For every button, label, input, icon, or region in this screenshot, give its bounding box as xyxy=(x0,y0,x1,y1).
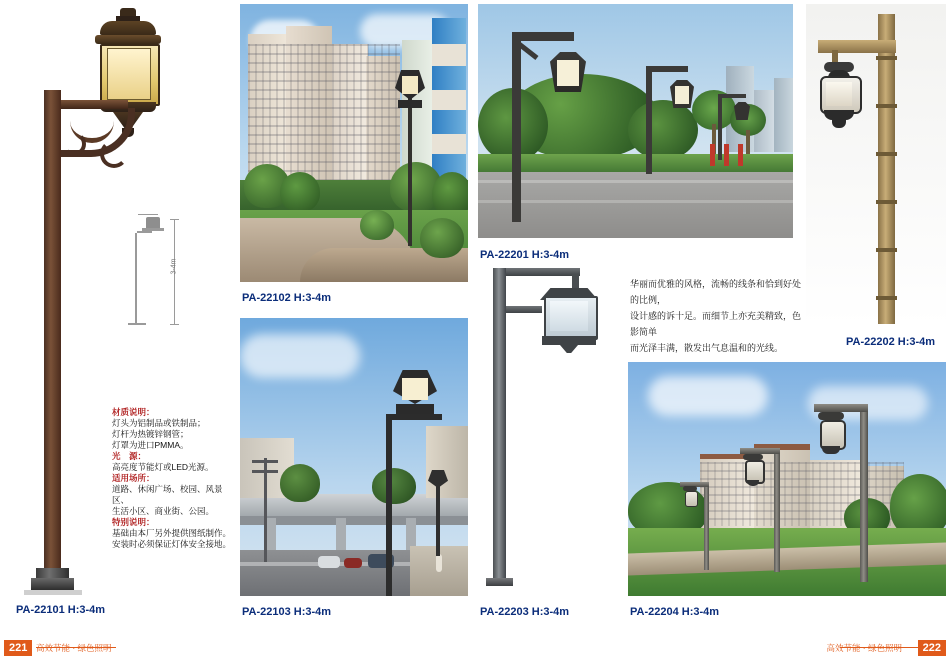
caption-22101: PA-22101 H:3-4m xyxy=(16,604,106,616)
spec-material-title: 材质说明： xyxy=(112,407,155,417)
description-line3: 而光泽丰满，散发出气息温和的光线。 xyxy=(630,343,784,353)
description-line1: 华丽而优雅的风格，流畅的线条和恰到好处的比例， xyxy=(630,279,802,305)
page-footer xyxy=(0,636,950,658)
technical-drawing-22101 xyxy=(128,205,198,325)
description-line2: 设计感的诉十足。而细节上亦充美精致，色影简单 xyxy=(630,311,802,337)
photo-22103 xyxy=(240,318,468,596)
spec-light-title: 光 源： xyxy=(112,451,147,461)
page-number-right: 222 xyxy=(918,640,946,656)
spec-note-title: 特别说明： xyxy=(112,517,155,527)
caption-22203: PA-22203 H:3-4m xyxy=(480,606,570,618)
pole-base-plate xyxy=(36,568,69,578)
product-panel-22101 xyxy=(0,0,232,625)
caption-22202: PA-22202 H:3-4m xyxy=(846,336,936,348)
footer-text-right: 高效节能 · 绿色照明 xyxy=(826,643,902,653)
spec-use-line1: 道路、休闲广场、校园、风景区、 xyxy=(112,484,223,505)
caption-22204: PA-22204 H:3-4m xyxy=(630,606,720,618)
spec-material-line2: 灯杆为热镀锌钢管； xyxy=(112,429,189,439)
footer-text-left: 高效节能 · 绿色照明 xyxy=(36,643,112,653)
drawing-height-label: 3-4m xyxy=(170,258,178,275)
spec-material-line1: 灯头为铝制品或铁制品； xyxy=(112,418,206,428)
spec-use-line2: 生活小区、商业街、公园。 xyxy=(112,506,215,516)
lamp-pole-22101 xyxy=(44,90,61,568)
photo-22204 xyxy=(628,362,946,596)
photo-22102 xyxy=(240,4,468,282)
description-block xyxy=(630,276,805,356)
pole-base-foot xyxy=(31,578,74,590)
caption-22201: PA-22201 H:3-4m xyxy=(480,249,570,261)
page-number-left: 221 xyxy=(4,640,32,656)
spec-block xyxy=(112,407,232,550)
photo-22201 xyxy=(478,4,793,238)
spec-material-line3: 灯罩为进口PMMA。 xyxy=(112,440,189,450)
spec-note-line2: 安装时必须保证灯体安全接地。 xyxy=(112,539,232,549)
caption-22103: PA-22103 H:3-4m xyxy=(242,606,332,618)
caption-22102: PA-22102 H:3-4m xyxy=(242,292,332,304)
spec-note-line1: 基础由本厂另外提供图纸制作。 xyxy=(112,528,232,538)
spec-light-line1: 高亮度节能灯或LED光源。 xyxy=(112,462,214,472)
pole-shadow xyxy=(24,590,82,595)
photo-22203 xyxy=(478,262,618,596)
photo-22202 xyxy=(806,4,946,326)
spec-use-title: 适用场所： xyxy=(112,473,155,483)
